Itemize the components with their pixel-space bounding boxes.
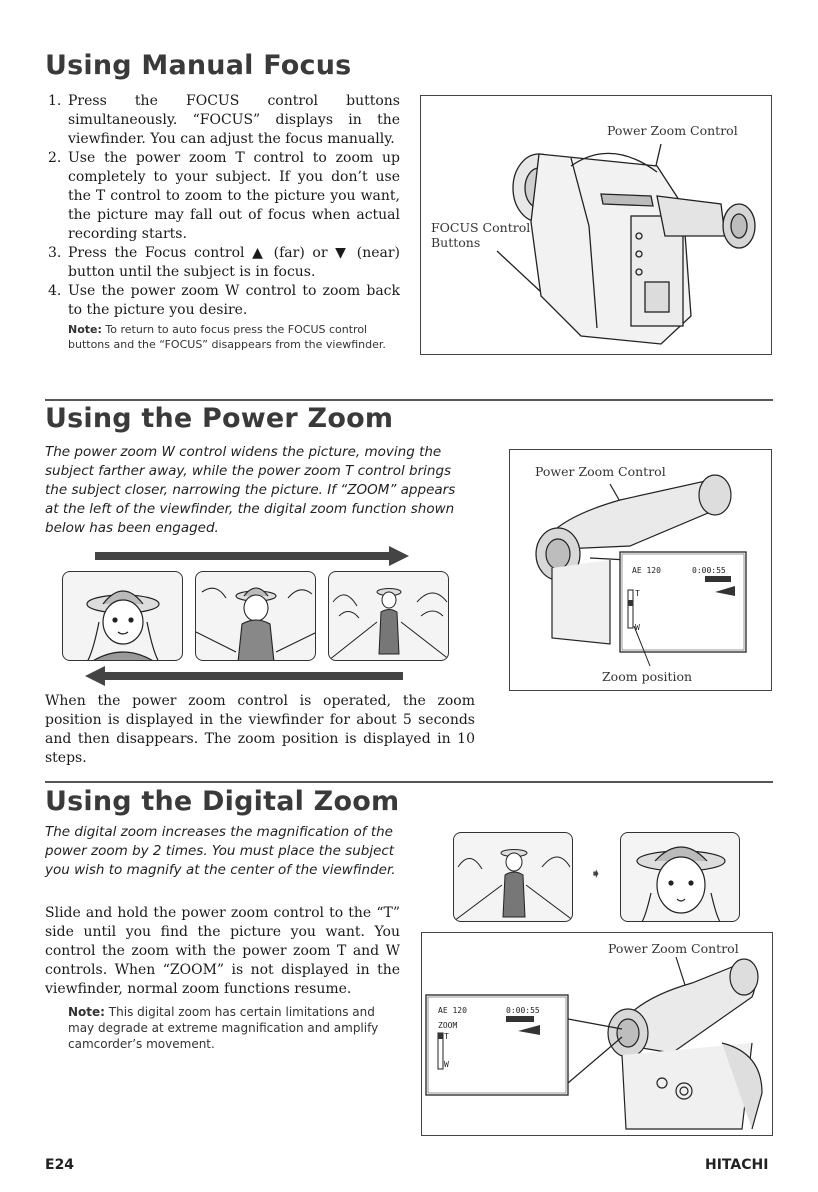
girl-wide-illustration — [329, 572, 449, 661]
vf-zoom-position-marker — [628, 600, 633, 606]
power-zoom-control-label: Power Zoom Control — [535, 464, 666, 479]
focus-label-line1: FOCUS Control — [431, 220, 531, 235]
zoom-frame-close — [62, 571, 183, 661]
page-number: E24 — [45, 1157, 75, 1173]
step-text: Use the power zoom T control to zoom up completely to your subject. If you don’t use the T control to zoom to the picture you want, the picture may fall out of focus when actual recording starts. — [68, 150, 400, 242]
section-divider-1 — [45, 399, 773, 401]
power-zoom-body: When the power zoom control is operated, the zoom position is displayed in the viewfinder for about 5 seconds and then disappears. The zoom position is displayed in 10 steps. — [45, 693, 475, 766]
step-3 — [44, 244, 400, 282]
step-number: 3. — [48, 245, 62, 261]
step-text: Press the FOCUS control buttons simultaneously. “FOCUS” displays in the viewfinder. You can adjust the focus manually. — [68, 93, 400, 147]
digital-zoom-note — [68, 1004, 398, 1052]
vf-ae-readout: AE 120 — [438, 1006, 467, 1015]
step-text: Use the power zoom W control to zoom back to the picture you desire. — [68, 283, 400, 318]
vf-w-label: W — [444, 1060, 449, 1069]
vf-zoom-indicator: ZOOM — [438, 1021, 458, 1030]
digital-zoom-heading: Using the Digital Zoom — [45, 786, 400, 817]
step-2 — [44, 149, 400, 244]
girl-medium-illustration — [196, 572, 316, 661]
digital-zoom-body: Slide and hold the power zoom control to the “T” side until you find the picture you want. You control the zoom with the power zoom T and W controls. When “ZOOM” is not displayed in the viewfinder, normal zoom functions resume. — [45, 905, 400, 997]
vf-time-readout: 0:00:55 — [506, 1006, 540, 1015]
power-zoom-control-label: Power Zoom Control — [608, 941, 739, 956]
step-4 — [44, 282, 400, 320]
camcorder-digital-zoom-illustration — [422, 933, 774, 1137]
vf-zoom-position-marker — [438, 1033, 443, 1039]
step-text: Press the Focus control ▲ (far) or ▼ (near) button until the subject is in focus. — [68, 245, 400, 280]
power-zoom-figure — [509, 449, 772, 691]
power-zoom-control-label: Power Zoom Control — [607, 123, 738, 138]
note-label: Note: — [68, 1005, 105, 1019]
digital-zoom-frame-before — [453, 832, 573, 922]
manual-focus-heading: Using Manual Focus — [45, 50, 352, 81]
digital-zoom-frame-after — [620, 832, 740, 922]
step-1 — [44, 92, 400, 149]
girl-magnified-illustration — [621, 833, 740, 922]
vf-time-readout: 0:00:55 — [692, 566, 726, 575]
note-label: Note: — [68, 323, 102, 336]
section-divider-2 — [45, 781, 773, 783]
digital-zoom-figure — [421, 932, 773, 1136]
step-number: 4. — [48, 283, 62, 299]
vf-ae-readout: AE 120 — [632, 566, 661, 575]
note-text: This digital zoom has certain limitations and may degrade at extreme magnification and amplify camcorder’s movement. — [68, 1005, 379, 1051]
step-number: 2. — [48, 150, 62, 166]
vf-t-label: T — [635, 589, 640, 598]
zoom-w-arrow — [85, 664, 405, 688]
brand-name: HITACHI — [705, 1157, 769, 1173]
step-number: 1. — [48, 93, 62, 109]
zoom-t-arrow — [95, 544, 415, 568]
power-zoom-heading: Using the Power Zoom — [45, 403, 394, 434]
power-zoom-intro: The power zoom W control widens the picture, moving the subject farther away, while the power zoom T control brings the subject closer, narrowing the picture. If “ZOOM” appears at the left of the viewfinder, the digital zoom function shown below has been engaged. — [45, 444, 456, 536]
zoom-frame-medium — [195, 571, 316, 661]
manual-focus-steps — [44, 92, 400, 352]
manual-focus-note — [44, 322, 400, 352]
zoom-position-label: Zoom position — [602, 669, 693, 684]
manual-focus-figure — [420, 95, 772, 355]
camcorder-viewfinder-illustration — [510, 450, 773, 692]
zoom-frame-wide — [328, 571, 449, 661]
camcorder-side-illustration — [421, 96, 773, 356]
focus-label-line2: Buttons — [431, 235, 481, 250]
girl-normal-illustration — [454, 833, 573, 922]
digital-zoom-intro: The digital zoom increases the magnification of the power zoom by 2 times. You must place the subject you wish to magnify at the center of the viewfinder. — [45, 824, 396, 878]
vf-w-label: W — [635, 623, 640, 632]
digital-zoom-arrow: ➧ — [590, 866, 602, 882]
girl-closeup-illustration — [63, 572, 183, 661]
vf-t-label: T — [444, 1032, 449, 1041]
note-text: To return to auto focus press the FOCUS control buttons and the “FOCUS” disappears from the viewfinder. — [68, 323, 386, 351]
